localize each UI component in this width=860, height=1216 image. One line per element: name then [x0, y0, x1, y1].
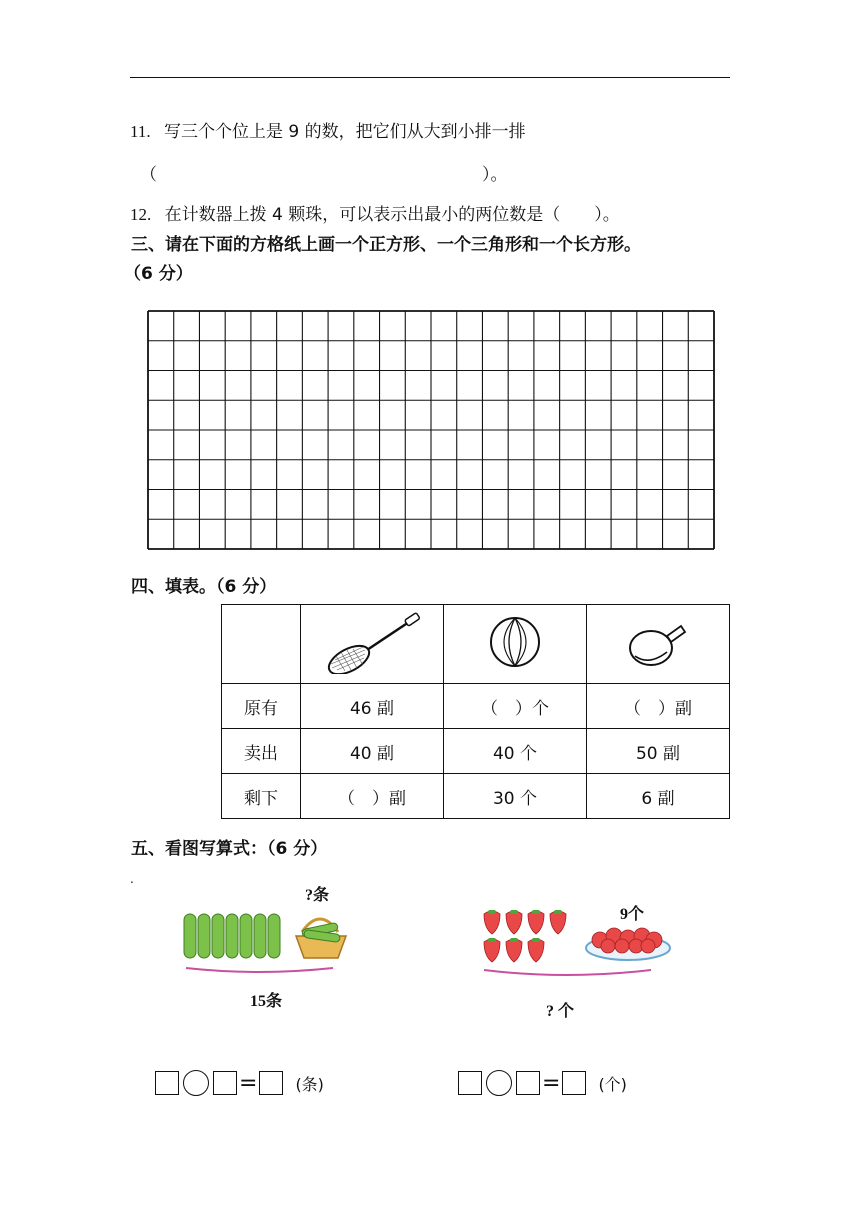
- stray-dot: .: [130, 872, 134, 886]
- question-number: 12.: [130, 205, 152, 224]
- row-label: 剩下: [222, 774, 301, 819]
- pingpong-paddle-icon: [623, 612, 693, 672]
- table-cell[interactable]: （ ）个: [444, 684, 587, 729]
- ball-icon: [485, 612, 545, 672]
- badminton-racket-icon: [317, 610, 427, 674]
- header-rule: [130, 77, 730, 78]
- operator-circle[interactable]: [486, 1070, 512, 1096]
- table-cell: 46 副: [301, 684, 444, 729]
- answer-box[interactable]: [155, 1071, 179, 1095]
- table-cell[interactable]: （ ）副: [587, 684, 730, 729]
- section-4-title: 四、填表。（6 分）: [131, 577, 277, 597]
- table-cell: 30 个: [444, 774, 587, 819]
- table-cell: 40 副: [301, 729, 444, 774]
- section-3-score: （6 分）: [124, 264, 193, 284]
- answer-blank-open: （: [140, 165, 157, 185]
- beans-top-label: ?条: [305, 887, 330, 904]
- table-header-row: [222, 605, 730, 684]
- table-header-cell: [301, 605, 444, 684]
- table-row: [222, 684, 730, 729]
- strawberries-top-label: 9个: [620, 906, 645, 923]
- strawberries-bottom-label: ? 个: [546, 1003, 575, 1020]
- strawberries-picture: [476, 904, 676, 984]
- unit-label: (个): [598, 1074, 627, 1094]
- answer-box[interactable]: [259, 1071, 283, 1095]
- question-number: 11.: [130, 122, 151, 141]
- equals-sign: =: [542, 1070, 561, 1096]
- section-5-title: 五、看图写算式：（6 分）: [131, 839, 328, 859]
- unit-label: (条): [295, 1074, 324, 1094]
- answer-box[interactable]: [458, 1071, 482, 1095]
- beans-picture: [178, 906, 350, 976]
- table-header-cell: [587, 605, 730, 684]
- table-cell: 40 个: [444, 729, 587, 774]
- answer-blank-close: ）。: [482, 165, 508, 185]
- beans-bottom-label: 15条: [250, 993, 283, 1010]
- question-11: [130, 117, 526, 142]
- equation-2: [458, 1070, 627, 1096]
- equals-sign: =: [239, 1070, 258, 1096]
- answer-box[interactable]: [562, 1071, 586, 1095]
- table-corner-cell: [222, 605, 301, 684]
- fill-table: [221, 604, 730, 819]
- equation-1: [155, 1070, 324, 1096]
- answer-box[interactable]: [213, 1071, 237, 1095]
- question-text: 在计数器上拨 4 颗珠，可以表示出最小的两位数是（ ）。: [164, 205, 620, 225]
- grid-paper[interactable]: [147, 310, 715, 550]
- table-cell[interactable]: （ ）副: [301, 774, 444, 819]
- operator-circle[interactable]: [183, 1070, 209, 1096]
- table-cell: 50 副: [587, 729, 730, 774]
- question-12: [130, 200, 620, 225]
- question-text: 写三个个位上是 9 的数，把它们从大到小排一排: [164, 122, 526, 142]
- row-label: 原有: [222, 684, 301, 729]
- section-3-title: 三、请在下面的方格纸上画一个正方形、一个三角形和一个长方形。: [131, 235, 641, 255]
- table-row: [222, 729, 730, 774]
- answer-box[interactable]: [516, 1071, 540, 1095]
- table-cell: 6 副: [587, 774, 730, 819]
- table-row: [222, 774, 730, 819]
- table-header-cell: [444, 605, 587, 684]
- row-label: 卖出: [222, 729, 301, 774]
